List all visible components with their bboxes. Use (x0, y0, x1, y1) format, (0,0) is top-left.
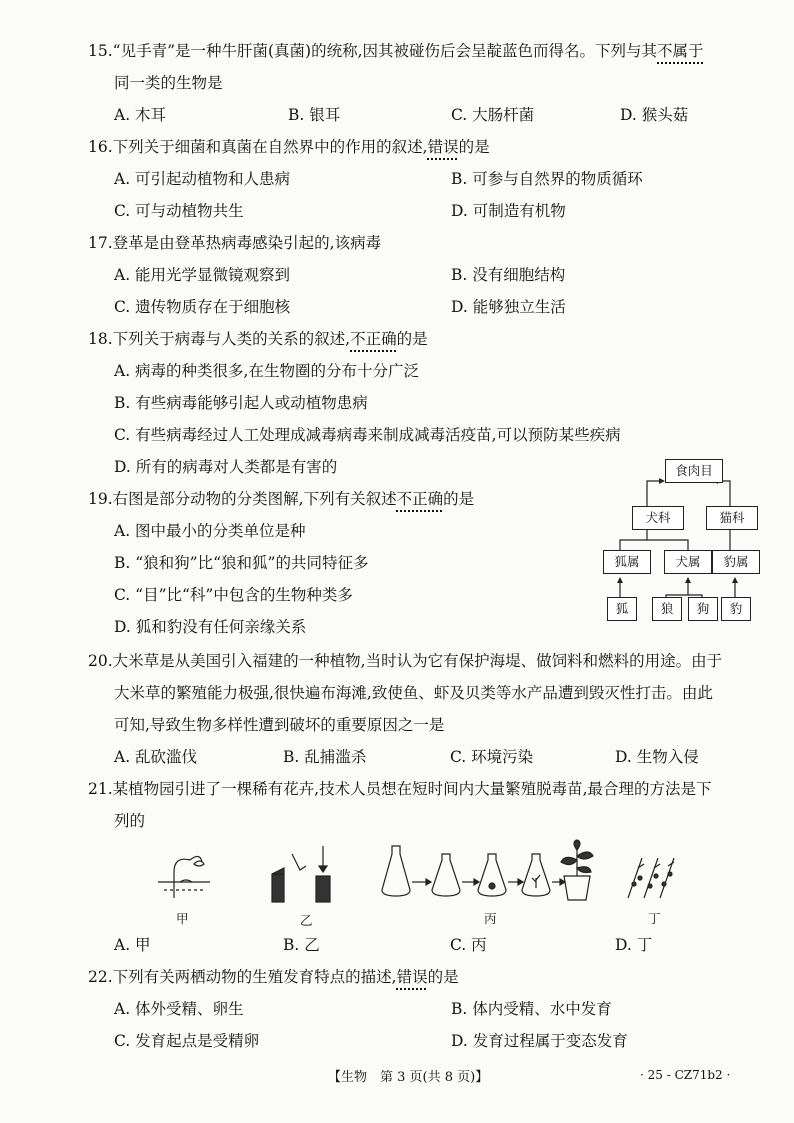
q18-option-d: D. 所有的病毒对人类都是有害的 (114, 458, 338, 476)
taxonomy-species-gou: 狗 (688, 597, 718, 621)
q16-stem-text: 下列关于细菌和真菌在自然界中的作用的叙述, (112, 138, 428, 156)
q17-stem (88, 232, 381, 254)
taxonomy-species-bao: 豹 (721, 597, 751, 621)
q20-stem-line3: 可知,导致生物多样性遭到破坏的重要原因之一是 (114, 716, 445, 734)
arrowhead-quanshu (685, 577, 691, 583)
q22-stem-tail: 的是 (427, 968, 459, 986)
q15-option-a: A. 木耳 (114, 106, 167, 124)
q20-number: 20. (88, 652, 113, 670)
q22-emphasis: 错误 (396, 968, 428, 986)
q21-option-c: C. 丙 (450, 936, 487, 954)
q16-option-b: B. 可参与自然界的物质循环 (451, 170, 643, 188)
q16-option-d: D. 可制造有机物 (451, 202, 566, 220)
q16-option-c: C. 可与动植物共生 (114, 202, 244, 220)
q21-figures (150, 838, 710, 910)
q20-stem-text1: 大米草是从美国引入福建的一种植物,当时认为它有保护海堤、做饲料和燃料的用途。由于 (112, 652, 723, 670)
q22-option-c: C. 发育起点是受精卵 (114, 1032, 260, 1050)
q20-stem-line1 (88, 650, 722, 672)
q15-stem-text: “见手青”是一种牛肝菌(真菌)的统称,因其被碰伤后会呈靛蓝色而得名。下列与其 (112, 42, 658, 60)
figure-yi-drawing (272, 846, 330, 902)
q21-number: 21. (88, 780, 113, 798)
q18-stem (88, 328, 428, 350)
q15-option-d: D. 猴头菇 (620, 106, 689, 124)
q22-option-d: D. 发育过程属于变态发育 (451, 1032, 628, 1050)
q15-emphasis (657, 42, 704, 60)
q18-emphasis: 不正确 (350, 330, 397, 348)
taxonomy-species-hu: 狐 (607, 597, 637, 621)
q18-option-c: C. 有些病毒经过人工处理成减毒病毒来制成减毒活疫苗,可以预防某些疾病 (114, 426, 621, 444)
q20-option-c: C. 环境污染 (450, 748, 534, 766)
q22-number: 22. (88, 968, 113, 986)
taxonomy-genus-quanshu: 犬属 (664, 550, 712, 574)
figure-label-bing: 丙 (484, 911, 497, 926)
q21-stem-line2: 列的 (114, 812, 146, 830)
page-footer-code: · 25 - CZ71b2 · (640, 1068, 731, 1082)
q20-stem-line2: 大米草的繁殖能力极强,很快遍布海滩,致使鱼、虾及贝类等水产品遭到毁灭性打击。由此 (114, 684, 713, 702)
q15-stem-line1 (88, 40, 704, 62)
q15-option-c: C. 大肠杆菌 (451, 106, 535, 124)
figure-label-jia: 甲 (176, 911, 189, 926)
q17-option-b: B. 没有细胞结构 (451, 266, 566, 284)
figure-jia-drawing (158, 856, 210, 898)
q17-number: 17. (88, 234, 113, 252)
taxonomy-genus-hushu: 狐属 (603, 550, 651, 574)
q17-option-c: C. 遗传物质存在于细胞核 (114, 298, 291, 316)
q21-option-a: A. 甲 (114, 936, 151, 954)
q21-option-b: B. 乙 (283, 936, 320, 954)
q19-stem (88, 488, 474, 510)
arrowhead-baoshu (732, 577, 738, 583)
q16-emphasis: 错误 (427, 138, 459, 156)
taxonomy-family-maoke: 猫科 (706, 506, 758, 530)
q16-option-a: A. 可引起动植物和人患病 (114, 170, 291, 188)
taxonomy-genus-baoshu: 豹属 (712, 550, 760, 574)
figure-label-yi: 乙 (300, 913, 313, 928)
q16-stem-tail: 的是 (458, 138, 490, 156)
q22-option-b: B. 体内受精、水中发育 (451, 1000, 612, 1018)
q20-option-a: A. 乱砍滥伐 (114, 748, 198, 766)
figure-ding-drawing (628, 858, 674, 898)
taxonomy-species-lang: 狼 (652, 597, 682, 621)
q21-stem-line1 (88, 778, 712, 800)
q16-number: 16. (88, 138, 113, 156)
q17-option-a: A. 能用光学显微镜观察到 (114, 266, 291, 284)
q18-option-a: A. 病毒的种类很多,在生物圈的分布十分广泛 (114, 362, 419, 380)
q19-emphasis: 不正确 (396, 490, 444, 508)
q18-stem-text: 下列关于病毒与人类的关系的叙述, (112, 330, 351, 348)
taxonomy-order-box: 食肉目 (665, 459, 723, 483)
taxonomy-family-quanke: 犬科 (632, 506, 684, 530)
q18-number: 18. (88, 330, 113, 348)
q21-option-d: D. 丁 (615, 936, 653, 954)
q21-stem-text1: 某植物园引进了一棵稀有花卉,技术人员想在短时间内大量繁殖脱毒苗,最合理的方法是下 (112, 780, 712, 798)
q17-option-d: D. 能够独立生活 (451, 298, 566, 316)
arrowhead-hushu (617, 577, 623, 583)
q19-stem-text: 右图是部分动物的分类图解,下列有关叙述 (112, 490, 397, 508)
q22-stem (88, 966, 459, 988)
q19-option-d: D. 狐和豹没有任何亲缘关系 (114, 618, 307, 636)
q22-stem-text: 下列有关两栖动物的生殖发育特点的描述, (112, 968, 397, 986)
q19-option-c: C. “目”比“科”中包含的生物种类多 (114, 586, 353, 604)
q15-number: 15. (88, 42, 113, 60)
figure-label-ding: 丁 (648, 911, 661, 926)
q15-emphasis-text: 不属于 (657, 42, 704, 60)
q20-option-d: D. 生物入侵 (615, 748, 699, 766)
q15-stem-line2: 同一类的生物是 (114, 74, 223, 92)
q19-option-b: B. “狼和狗”比“狼和狐”的共同特征多 (114, 554, 369, 572)
page-footer-number: 【生物 第 3 页(共 8 页)】 (328, 1070, 489, 1085)
q22-option-a: A. 体外受精、卵生 (114, 1000, 244, 1018)
q15-option-b: B. 银耳 (288, 106, 341, 124)
q19-number: 19. (88, 490, 113, 508)
figure-bing-drawing (382, 840, 593, 900)
q18-option-b: B. 有些病毒能够引起人或动植物患病 (114, 394, 368, 412)
q19-stem-tail: 的是 (443, 490, 475, 508)
q17-stem-text: 登革是由登革热病毒感染引起的,该病毒 (112, 234, 382, 252)
q19-option-a: A. 图中最小的分类单位是种 (114, 522, 306, 540)
q18-stem-tail: 的是 (396, 330, 428, 348)
q20-option-b: B. 乱捕滥杀 (283, 748, 367, 766)
q16-stem (88, 136, 490, 158)
